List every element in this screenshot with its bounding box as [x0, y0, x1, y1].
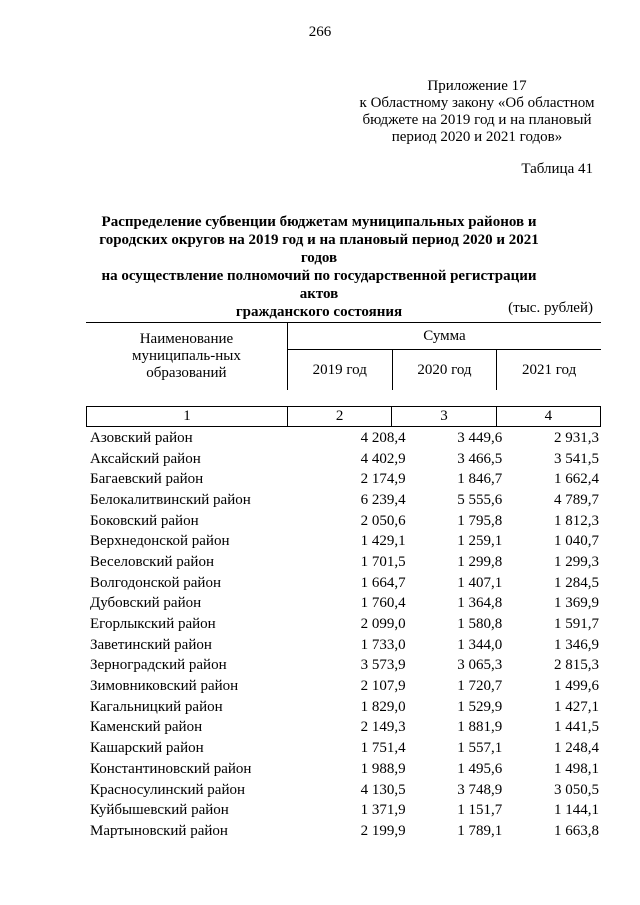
table-row [86, 697, 601, 718]
table-row [86, 531, 601, 552]
title-line: на осуществление полномочий по государственной регистрации актов [101, 268, 537, 302]
units-label: (тыс. рублей) [508, 300, 593, 316]
municipality-name: Аксайский район [90, 450, 201, 467]
value-2019: 1 701,5 [360, 553, 406, 570]
table-row [86, 614, 601, 635]
table-row [86, 469, 601, 490]
municipality-name: Мартыновский район [90, 822, 228, 839]
value-2021: 4 789,7 [554, 491, 599, 508]
column-number: 1 [87, 407, 288, 427]
value-2019: 1 760,4 [360, 595, 406, 612]
municipality-name: Зерноградский район [90, 657, 227, 674]
value-2021: 1 498,1 [554, 760, 599, 777]
table-row [86, 676, 601, 697]
table-row [86, 759, 601, 780]
value-2020: 1 495,6 [457, 760, 503, 777]
value-2019: 1 733,0 [360, 636, 406, 653]
value-2021: 3 050,5 [554, 781, 599, 798]
table-row [86, 635, 601, 656]
value-2021: 1 144,1 [554, 802, 599, 819]
value-2021: 1 248,4 [554, 740, 599, 757]
value-2020: 1 344,0 [457, 636, 503, 653]
value-2019: 1 664,7 [360, 574, 406, 591]
value-2019: 2 107,9 [360, 678, 406, 695]
column-number: 3 [392, 407, 496, 427]
municipality-name: Заветинский район [90, 636, 212, 653]
header-year-2021: 2021 год [522, 361, 577, 378]
value-2021: 2 815,3 [554, 657, 599, 674]
municipality-name: Веселовский район [90, 553, 214, 570]
table-row [86, 573, 601, 594]
value-2019: 2 099,0 [360, 616, 406, 633]
value-2019: 1 988,9 [360, 760, 406, 777]
value-2020: 1 720,7 [457, 678, 503, 695]
title-line: городских округов на 2019 год и на плановый период 2020 и 2021 годов [99, 232, 539, 266]
table-row [86, 490, 601, 511]
municipality-name: Кашарский район [90, 740, 204, 757]
value-2021: 1 812,3 [554, 512, 599, 529]
value-2020: 1 789,1 [457, 822, 503, 839]
value-2019: 4 208,4 [360, 429, 406, 446]
appendix-block [346, 78, 608, 146]
value-2019: 4 130,5 [360, 781, 406, 798]
value-2019: 1 751,4 [360, 740, 406, 757]
header-name-column [86, 323, 287, 391]
appendix-line: к Областному закону «Об областном [359, 95, 595, 111]
value-2019: 2 174,9 [360, 471, 406, 488]
title-line: гражданского состояния [235, 304, 403, 320]
value-2020: 1 795,8 [457, 512, 503, 529]
value-2021: 3 541,5 [554, 450, 599, 467]
municipality-name: Каменский район [90, 719, 203, 736]
header-year-2020: 2020 год [392, 350, 497, 391]
municipality-name: Боковский район [90, 512, 199, 529]
value-2021: 2 931,3 [554, 429, 599, 446]
table-row [86, 780, 601, 801]
table-row [86, 428, 601, 449]
value-2019: 6 239,4 [360, 491, 406, 508]
table-row [86, 594, 601, 615]
value-2019: 1 429,1 [360, 533, 406, 550]
header-sum: Сумма [287, 323, 601, 350]
title-line: Распределение субвенции бюджетам муниципальных районов и [101, 214, 537, 230]
value-2019: 2 050,6 [360, 512, 406, 529]
value-2021: 1 662,4 [554, 471, 599, 488]
column-numbers-row [86, 406, 601, 427]
value-2021: 1 499,6 [554, 678, 599, 695]
municipality-name: Куйбышевский район [90, 802, 229, 819]
value-2020: 1 299,8 [457, 553, 503, 570]
municipality-name: Азовский район [90, 429, 193, 446]
value-2020: 3 065,3 [457, 657, 503, 674]
value-2020: 1 580,8 [457, 616, 503, 633]
appendix-line: бюджете на 2019 год и на плановый [362, 112, 592, 128]
table-row [86, 511, 601, 532]
appendix-line: период 2020 и 2021 годов» [391, 129, 563, 145]
appendix-line: Приложение 17 [427, 78, 527, 94]
value-2019: 4 402,9 [360, 450, 406, 467]
table-label: Таблица 41 [521, 161, 593, 177]
municipality-name: Багаевский район [90, 471, 204, 488]
value-2021: 1 427,1 [554, 698, 599, 715]
value-2020: 1 529,9 [457, 698, 503, 715]
value-2020: 1 151,7 [457, 802, 503, 819]
table-row [86, 800, 601, 821]
value-2021: 1 299,3 [554, 553, 599, 570]
value-2020: 1 407,1 [457, 574, 503, 591]
value-2020: 5 555,6 [457, 491, 503, 508]
value-2019: 1 829,0 [360, 698, 406, 715]
municipality-name: Белокалитвинский район [90, 491, 251, 508]
municipality-name: Красносулинский район [90, 781, 246, 798]
table-row [86, 718, 601, 739]
value-2021: 1 591,7 [554, 616, 599, 633]
value-2020: 3 748,9 [457, 781, 503, 798]
value-2019: 3 573,9 [360, 657, 406, 674]
data-table [86, 428, 601, 842]
value-2019: 2 149,3 [360, 719, 406, 736]
municipality-name: Верхнедонской район [90, 533, 230, 550]
municipality-name: Кагальницкий район [90, 698, 223, 715]
municipality-name: Зимовниковский район [90, 678, 239, 695]
value-2019: 2 199,9 [360, 822, 406, 839]
column-number: 4 [496, 407, 600, 427]
value-2020: 1 259,1 [457, 533, 503, 550]
table-row [86, 552, 601, 573]
value-2021: 1 441,5 [554, 719, 599, 736]
table-row [86, 738, 601, 759]
value-2021: 1 040,7 [554, 533, 599, 550]
value-2019: 1 371,9 [360, 802, 406, 819]
table-header [86, 322, 601, 390]
table-row [86, 656, 601, 677]
header-year-2019: 2019 год [312, 361, 367, 378]
municipality-name: Волгодонской район [90, 574, 221, 591]
value-2020: 3 449,6 [457, 429, 503, 446]
value-2021: 1 369,9 [554, 595, 599, 612]
value-2021: 1 346,9 [554, 636, 599, 653]
municipality-name: Дубовский район [90, 595, 202, 612]
value-2020: 1 364,8 [457, 595, 503, 612]
header-name-text: Наименование муниципаль-ных образований [132, 331, 241, 381]
document-title [86, 213, 552, 321]
value-2020: 3 466,5 [457, 450, 503, 467]
value-2020: 1 881,9 [457, 719, 503, 736]
table-row [86, 821, 601, 842]
table-row [86, 449, 601, 470]
page-number: 266 [308, 24, 332, 40]
municipality-name: Егорлыкский район [90, 616, 216, 633]
value-2021: 1 284,5 [554, 574, 599, 591]
municipality-name: Константиновский район [90, 760, 252, 777]
value-2020: 1 846,7 [457, 471, 503, 488]
value-2020: 1 557,1 [457, 740, 503, 757]
column-number: 2 [288, 407, 392, 427]
value-2021: 1 663,8 [554, 822, 599, 839]
